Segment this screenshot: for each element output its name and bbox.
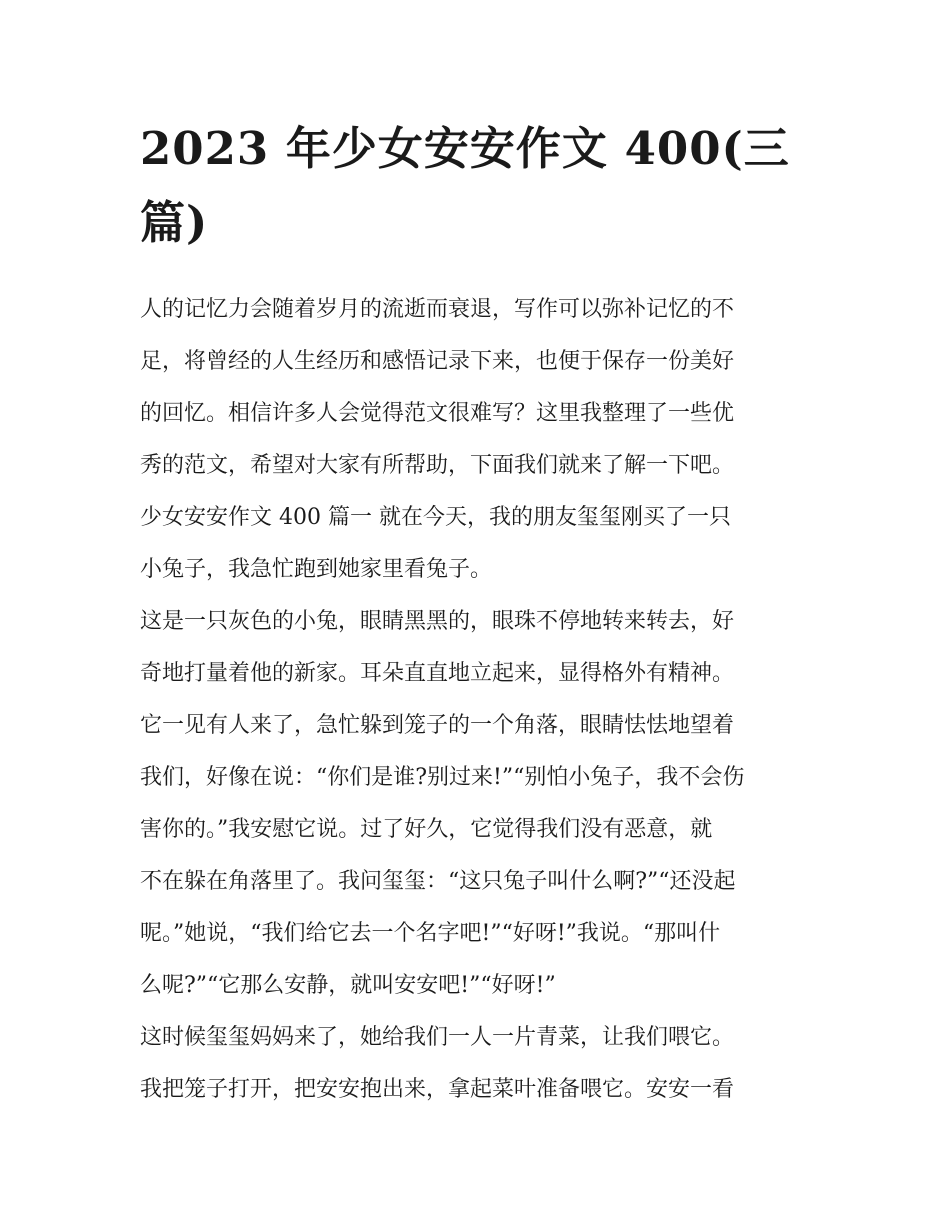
text-line: 我把笼子打开，把安安抱出来，拿起菜叶准备喂它。安安一看 <box>140 1077 735 1102</box>
text-line: 不在躲在角落里了。我问玺玺：“这只兔子叫什么啊?”“还没起 <box>140 869 736 894</box>
title-line: 2023 年少女安安作文 400(三 <box>140 122 790 175</box>
text-line: 足，将曾经的人生经历和感悟记录下来，也便于保存一份美好 <box>140 349 735 374</box>
text-line: 少女安安作文 400 篇一 就在今天，我的朋友玺玺刚买了一只 <box>140 505 731 530</box>
text-line: 的回忆。相信许多人会觉得范文很难写？这里我整理了一些优 <box>140 401 735 426</box>
document-body <box>140 284 815 1116</box>
paragraph <box>140 284 815 492</box>
text-line: 小兔子，我急忙跑到她家里看兔子。 <box>140 557 493 582</box>
paragraph <box>140 1012 815 1116</box>
document-page <box>140 112 815 1116</box>
text-line: 呢。”她说，“我们给它去一个名字吧!”“好呀!”我说。“那叫什 <box>140 921 721 946</box>
paragraph <box>140 596 815 1012</box>
document-title <box>140 112 815 260</box>
text-line: 这是一只灰色的小兔，眼睛黑黑的，眼珠不停地转来转去，好 <box>140 609 735 634</box>
text-line: 秀的范文，希望对大家有所帮助，下面我们就来了解一下吧。 <box>140 453 735 478</box>
text-line: 害你的。”我安慰它说。过了好久，它觉得我们没有恶意，就 <box>140 817 713 842</box>
text-line: 人的记忆力会随着岁月的流逝而衰退，写作可以弥补记忆的不 <box>140 297 735 322</box>
text-line: 它一见有人来了，急忙躲到笼子的一个角落，眼睛怯怯地望着 <box>140 713 735 738</box>
text-line: 么呢?”“它那么安静，就叫安安吧!”“好呀!” <box>140 973 556 998</box>
paragraph <box>140 492 815 596</box>
text-line: 我们，好像在说：“你们是谁?别过来!”“别怕小兔子，我不会伤 <box>140 765 745 790</box>
text-line: 奇地打量着他的新家。耳朵直直地立起来，显得格外有精神。 <box>140 661 735 686</box>
title-line: 篇) <box>140 196 209 249</box>
text-line: 这时候玺玺妈妈来了，她给我们一人一片青菜，让我们喂它。 <box>140 1025 735 1050</box>
